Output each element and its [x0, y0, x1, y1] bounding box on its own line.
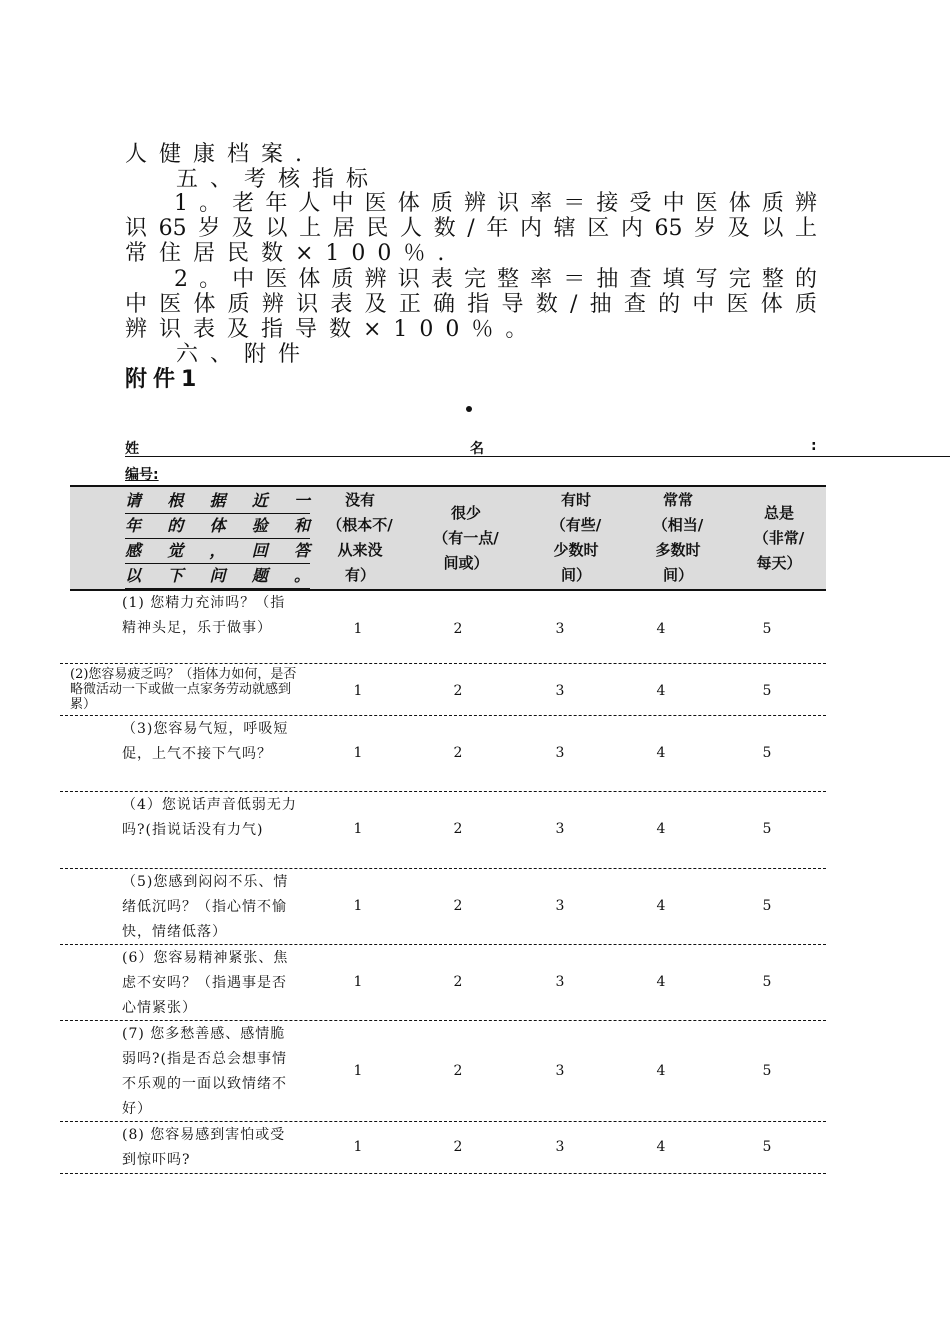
score-option[interactable]: 2 — [453, 683, 463, 699]
score-option[interactable]: 3 — [555, 1063, 565, 1079]
score-option[interactable]: 4 — [656, 898, 666, 914]
score-option[interactable]: 1 — [353, 1139, 363, 1155]
section-heading-assessment: 五、考核指标 — [176, 167, 381, 192]
column-header-rarely: 很少 （有一点/ 间或） — [433, 503, 499, 572]
score-option[interactable]: 1 — [353, 745, 363, 761]
score-option[interactable]: 1 — [353, 821, 363, 837]
question-header-line: 请根据近一 — [125, 489, 310, 514]
score-option[interactable]: 1 — [353, 621, 363, 637]
score-option[interactable]: 3 — [555, 821, 565, 837]
section-heading-appendix: 六、附件 — [176, 342, 313, 367]
intro-line-4: 识65岁及以上居民人数/年内辖区内65岁及以上 — [125, 216, 817, 241]
score-option[interactable]: 1 — [353, 683, 363, 699]
appendix-title: 附件1 — [125, 367, 203, 392]
question-text: （3)您容易气短，呼吸短促，上气不接下气吗？ — [122, 721, 289, 762]
question-header-line: 年的体验和 — [125, 514, 310, 539]
score-option[interactable]: 1 — [353, 974, 363, 990]
bullet-dot — [466, 406, 472, 412]
score-option[interactable]: 3 — [555, 683, 565, 699]
score-option[interactable]: 3 — [555, 1139, 565, 1155]
score-option[interactable]: 2 — [453, 621, 463, 637]
question-text: (6）您容易精神紧张、焦虑不安吗？（指遇事是否心情紧张） — [122, 950, 289, 1016]
score-option[interactable]: 5 — [762, 821, 772, 837]
score-option[interactable]: 4 — [656, 974, 666, 990]
name-field[interactable] — [125, 438, 950, 457]
score-option[interactable]: 5 — [762, 683, 772, 699]
score-option[interactable]: 4 — [656, 745, 666, 761]
intro-line-1: 人健康档案. — [125, 142, 314, 167]
name-colon: : — [811, 438, 817, 454]
score-option[interactable]: 4 — [656, 683, 666, 699]
score-option[interactable]: 5 — [762, 974, 772, 990]
column-header-always: 总是 （非常/ 每天） — [753, 503, 805, 572]
intro-line-5: 常住居民数×100％. — [125, 241, 457, 266]
column-header-never: 没有 （根本不/ 从来没 有） — [327, 491, 393, 584]
score-option[interactable]: 3 — [555, 974, 565, 990]
score-option[interactable]: 3 — [555, 898, 565, 914]
score-option[interactable]: 5 — [762, 1063, 772, 1079]
score-option[interactable]: 1 — [353, 898, 363, 914]
score-option[interactable]: 2 — [453, 1063, 463, 1079]
score-option[interactable]: 5 — [762, 745, 772, 761]
question-text: (1) 您精力充沛吗？（指精神头足，乐于做事） — [122, 595, 286, 636]
question-text: (2)您容易疲乏吗？（指体力如何，是否略微活动一下或做一点家务劳动就感到累） — [70, 667, 297, 712]
intro-line-3: 1。老年人中医体质辨识率＝接受中医体质辨 — [174, 191, 817, 216]
intro-line-6: 2。中医体质辨识表完整率＝抽查填写完整的 — [174, 267, 817, 292]
score-option[interactable]: 1 — [353, 1063, 363, 1079]
intro-line-7: 中医体质辨识表及正确指导数/抽查的中医体质 — [125, 292, 817, 317]
number-field-label: 编号: — [125, 467, 159, 483]
score-option[interactable]: 4 — [656, 1063, 666, 1079]
table-row — [60, 793, 826, 869]
table-row — [60, 717, 826, 792]
score-option[interactable]: 2 — [453, 1139, 463, 1155]
score-option[interactable]: 5 — [762, 621, 772, 637]
score-option[interactable]: 2 — [453, 898, 463, 914]
score-option[interactable]: 5 — [762, 898, 772, 914]
question-text: （4）您说话声音低弱无力吗?(指说话没有力气) — [122, 797, 297, 838]
table-row — [60, 870, 826, 945]
table-row — [60, 1022, 826, 1122]
table-row — [60, 1123, 826, 1174]
table-row — [60, 591, 826, 664]
score-option[interactable]: 4 — [656, 621, 666, 637]
score-option[interactable]: 2 — [453, 821, 463, 837]
question-text: (8) 您容易感到害怕或受到惊吓吗? — [122, 1127, 286, 1168]
name-char-surname: 姓 — [125, 441, 139, 457]
score-option[interactable]: 3 — [555, 745, 565, 761]
score-option[interactable]: 2 — [453, 745, 463, 761]
intro-line-8: 辨识表及指导数×100％。 — [125, 317, 540, 342]
question-header-line: 感觉，回答 — [125, 539, 310, 564]
question-header — [125, 489, 310, 589]
column-header-often: 常常 （相当/ 多数时 间） — [652, 491, 704, 584]
score-option[interactable]: 2 — [453, 974, 463, 990]
name-char-given: 名 — [470, 441, 484, 457]
question-header-line: 以下问题。 — [125, 564, 310, 589]
table-header — [70, 485, 826, 591]
table-row — [60, 946, 826, 1021]
column-header-sometimes: 有时 （有些/ 少数时 间） — [550, 491, 602, 584]
score-option[interactable]: 4 — [656, 1139, 666, 1155]
score-option[interactable]: 4 — [656, 821, 666, 837]
score-option[interactable]: 5 — [762, 1139, 772, 1155]
question-text: （5)您感到闷闷不乐、情绪低沉吗？（指心情不愉快，情绪低落） — [122, 874, 289, 940]
question-text: (7) 您多愁善感、感情脆弱吗?(指是否总会想事情不乐观的一面以致情绪不好） — [122, 1026, 287, 1117]
score-option[interactable]: 3 — [555, 621, 565, 637]
table-row — [60, 665, 826, 716]
